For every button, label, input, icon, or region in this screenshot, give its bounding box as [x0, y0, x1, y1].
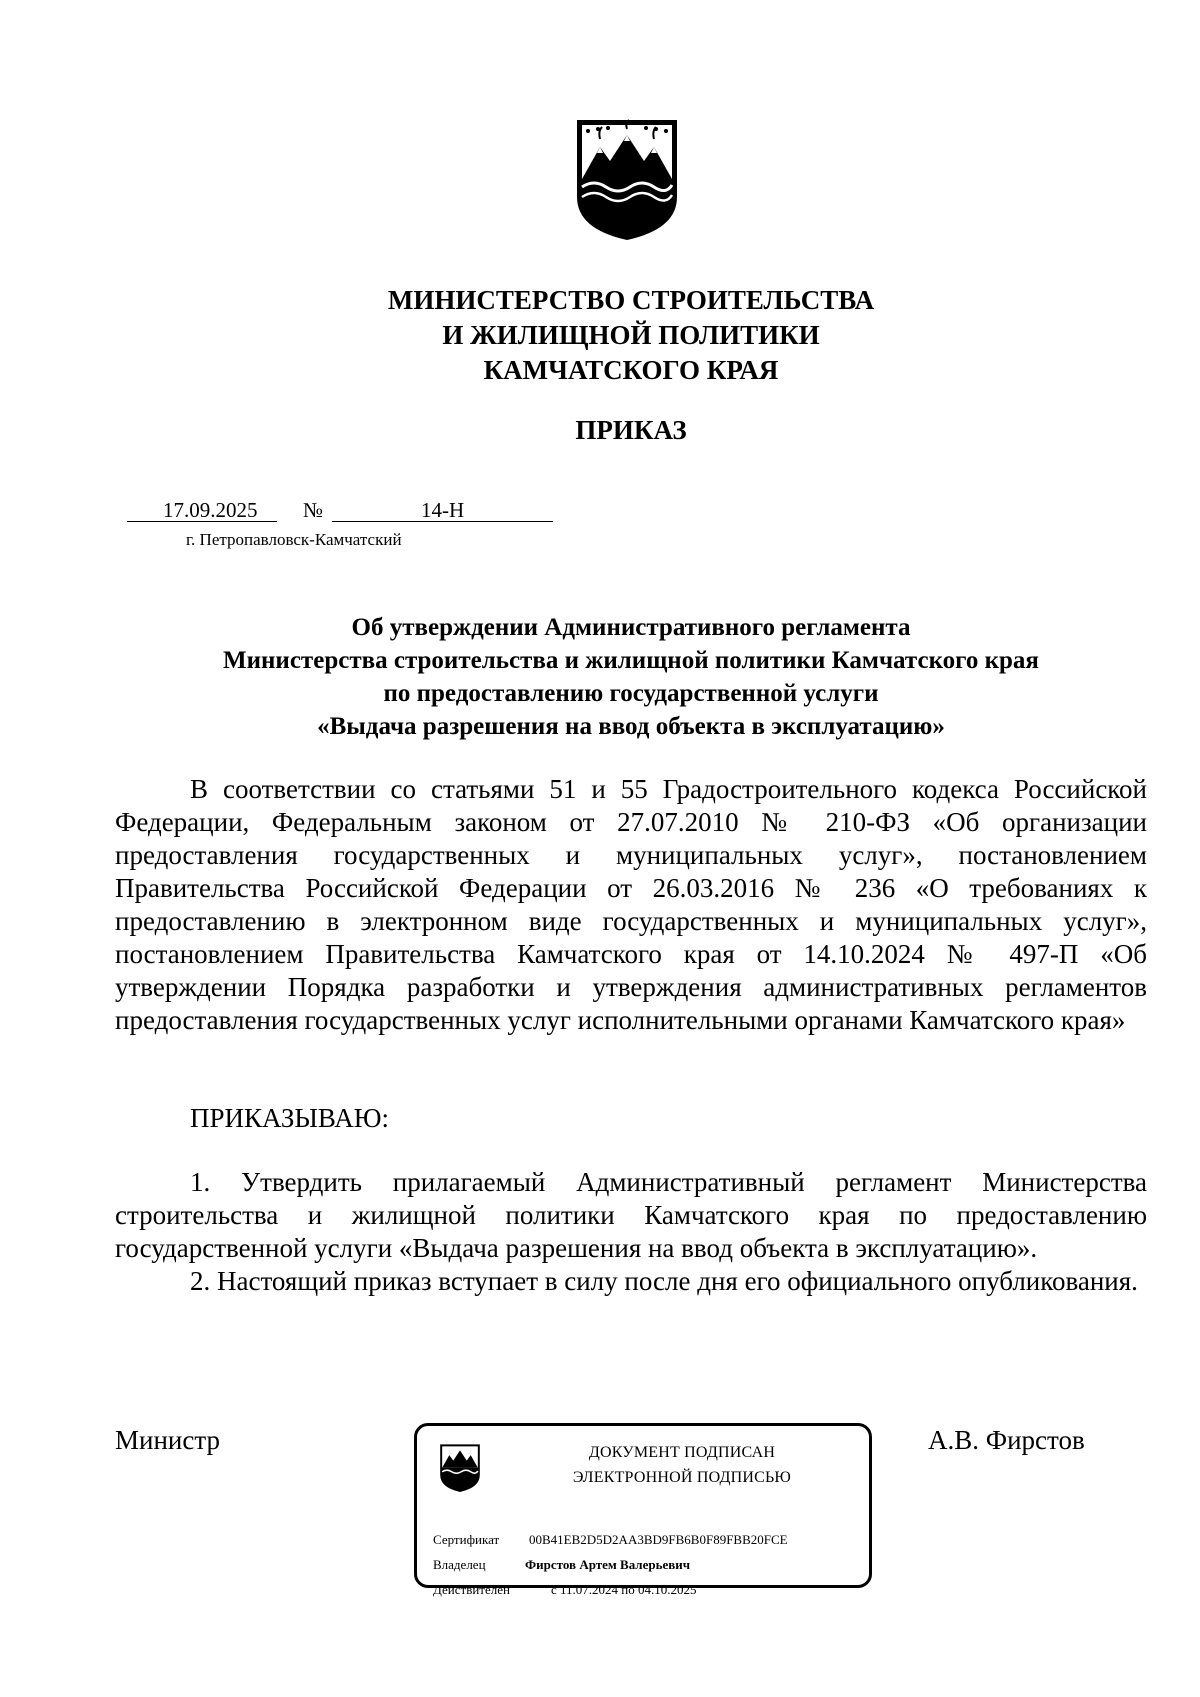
kamchatka-coat-of-arms-icon [574, 117, 680, 242]
validity-label: Действителен [433, 1582, 510, 1597]
document-requisites [127, 497, 553, 525]
subject-line: Об утверждении Административного регламента [351, 614, 911, 641]
order-word: ПРИКАЗЫВАЮ: [190, 1103, 389, 1133]
certificate-label: Сертификат [433, 1532, 500, 1547]
document-date: 17.09.2025 [163, 498, 258, 522]
stamp-validity-row [433, 1582, 697, 1598]
preamble-paragraph: В соответствии со статьями 51 и 55 Градостроительного кодекса Российской Федерации, Федеральным законом от 27.07.2010 № 210-ФЗ «Об организации предоставления государственных и муниципальных услуг», постановлением Правительства Российской Федерации от 26.03.2016 № 236 «О требованиях к предоставлению в электронном виде государственных и муниципальных услуг», постановлением Правительства Камчатского края от 14.10.2024 № 497-П «Об утверждении Порядка разработки и утверждения административных регламентов предоставления государственных услуг исполнительными органами Камчатского края» [115, 774, 1147, 1035]
document-subject [0, 611, 1200, 743]
kamchatka-coat-of-arms-icon [439, 1442, 481, 1494]
validity-value: с 11.07.2024 по 04.10.2025 [551, 1582, 697, 1597]
number-sign: № [303, 498, 324, 522]
document-number: 14-Н [421, 498, 465, 522]
owner-value: Фирстов Артем Валерьевич [525, 1557, 691, 1572]
stamp-certificate-row [433, 1532, 788, 1548]
org-line: И ЖИЛИЩНОЙ ПОЛИТИКИ [442, 320, 820, 350]
signatory-name: А.В. Фирстов [928, 1425, 1085, 1455]
document-city: г. Петропавловск-Камчатский [186, 530, 402, 549]
order-item-2: 2. Настоящий приказ вступает в силу после дня его официального опубликования. [190, 1266, 1138, 1296]
subject-line: Министерства строительства и жилищной политики Камчатского края [223, 647, 1039, 674]
document-type: ПРИКАЗ [575, 415, 687, 445]
order-item-1: 1. Утвердить прилагаемый Административный регламент Министерства строительства и жилищной политики Камчатского края по предоставлению государственной услуги «Выдача разрешения на ввод объекта в эксплуатацию». [115, 1167, 1147, 1263]
certificate-value: 00B41EB2D5D2AA3BD9FB6B0F89FBB20FCE [529, 1532, 788, 1547]
org-line: МИНИСТЕРСТВО СТРОИТЕЛЬСТВА [387, 285, 875, 315]
organization-name [0, 283, 1200, 388]
electronic-signature-stamp [414, 1423, 872, 1597]
subject-line: «Выдача разрешения на ввод объекта в эксплуатацию» [317, 713, 945, 740]
org-line: КАМЧАТСКОГО КРАЯ [483, 355, 779, 385]
stamp-owner-row [433, 1557, 691, 1573]
signatory-position: Министр [115, 1425, 220, 1455]
subject-line: по предоставлению государственной услуги [383, 680, 879, 707]
stamp-title-line: ДОКУМЕНТ ПОДПИСАН [588, 1444, 776, 1461]
stamp-title [517, 1440, 847, 1490]
owner-label: Владелец [433, 1557, 486, 1572]
stamp-title-line: ЭЛЕКТРОННОЙ ПОДПИСЬЮ [572, 1469, 792, 1486]
